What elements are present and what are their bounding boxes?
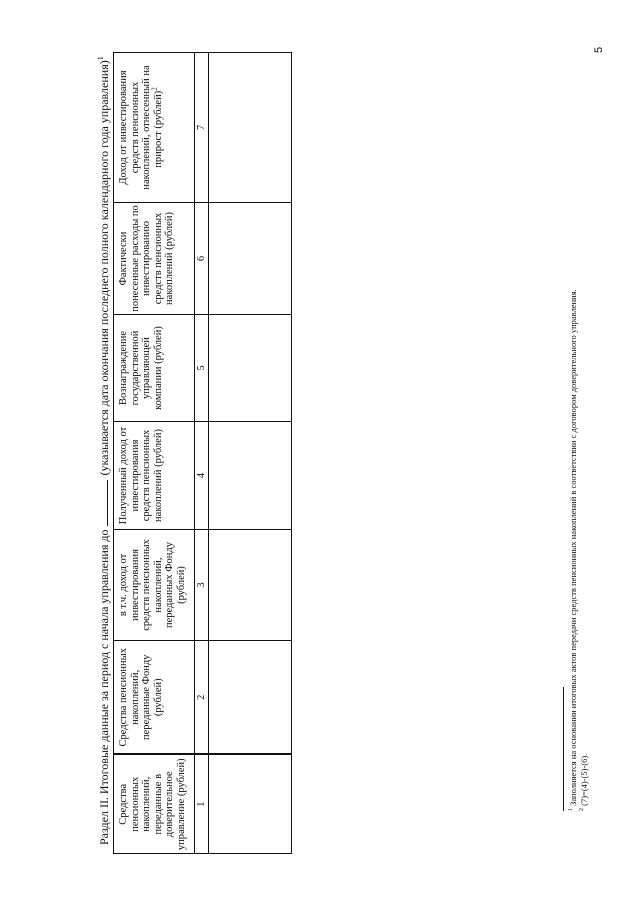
header-cell: Полученный доход от инвестирования средств пенсионных накоплений (рублей)	[114, 422, 195, 530]
value-cell	[209, 315, 292, 422]
header-cell: Доход от инвестирования средств пенсионных накоплений, отнесенный на прирост (рублей)$^2$	[114, 53, 195, 203]
table-row	[209, 53, 292, 854]
value-cell	[209, 203, 292, 315]
section-title-prefix: Раздел II. Итоговые данные за период с начала управления до	[97, 529, 111, 845]
column-number-row	[195, 53, 209, 854]
table-header-row	[114, 53, 195, 854]
value-cell	[209, 530, 292, 641]
value-cell	[209, 755, 292, 854]
value-cell	[209, 422, 292, 530]
column-number: 4	[195, 422, 209, 530]
footnote-divider	[563, 687, 564, 811]
page-number: 5	[593, 46, 605, 53]
column-number: 5	[195, 315, 209, 422]
header-cell: Фактически понесенные расходы по инвестированию средств пенсионных накоплений (рублей)	[114, 203, 195, 315]
header-cell: Средства пенсионных накоплений, переданные Фонду (рублей)	[114, 641, 195, 755]
column-number: 1	[195, 755, 209, 854]
column-number: 3	[195, 530, 209, 641]
summary-table	[113, 52, 292, 854]
header-cell: Средства пенсионных накоплений, переданные в доверительное управление (рублей)	[114, 755, 195, 854]
section-title	[96, 15, 112, 845]
footnote-2: $^2$ (7)=(4)-(5)-(6).	[579, 753, 589, 811]
header-cell: Вознаграждение государственной управляющей компании (рублей)	[114, 315, 195, 422]
footnote-1: $^1$ Заполняется на основании итоговых актов передачи средств пенсионных накоплений в соответствии с договором доверительного управления.	[568, 289, 578, 811]
column-number: 7	[195, 53, 209, 203]
value-cell	[209, 53, 292, 203]
value-cell	[209, 641, 292, 755]
column-number: 6	[195, 203, 209, 315]
section-title-suffix: (указывается дата окончания последнего полного календарного года управления)	[97, 60, 111, 476]
header-cell: в т.ч. доход от инвестирования средств пенсионных накоплений, переданных Фонду (рублей)	[114, 530, 195, 641]
date-blank-line	[97, 480, 108, 526]
column-number: 2	[195, 641, 209, 755]
section-title-footnote-mark: 1	[96, 56, 105, 61]
